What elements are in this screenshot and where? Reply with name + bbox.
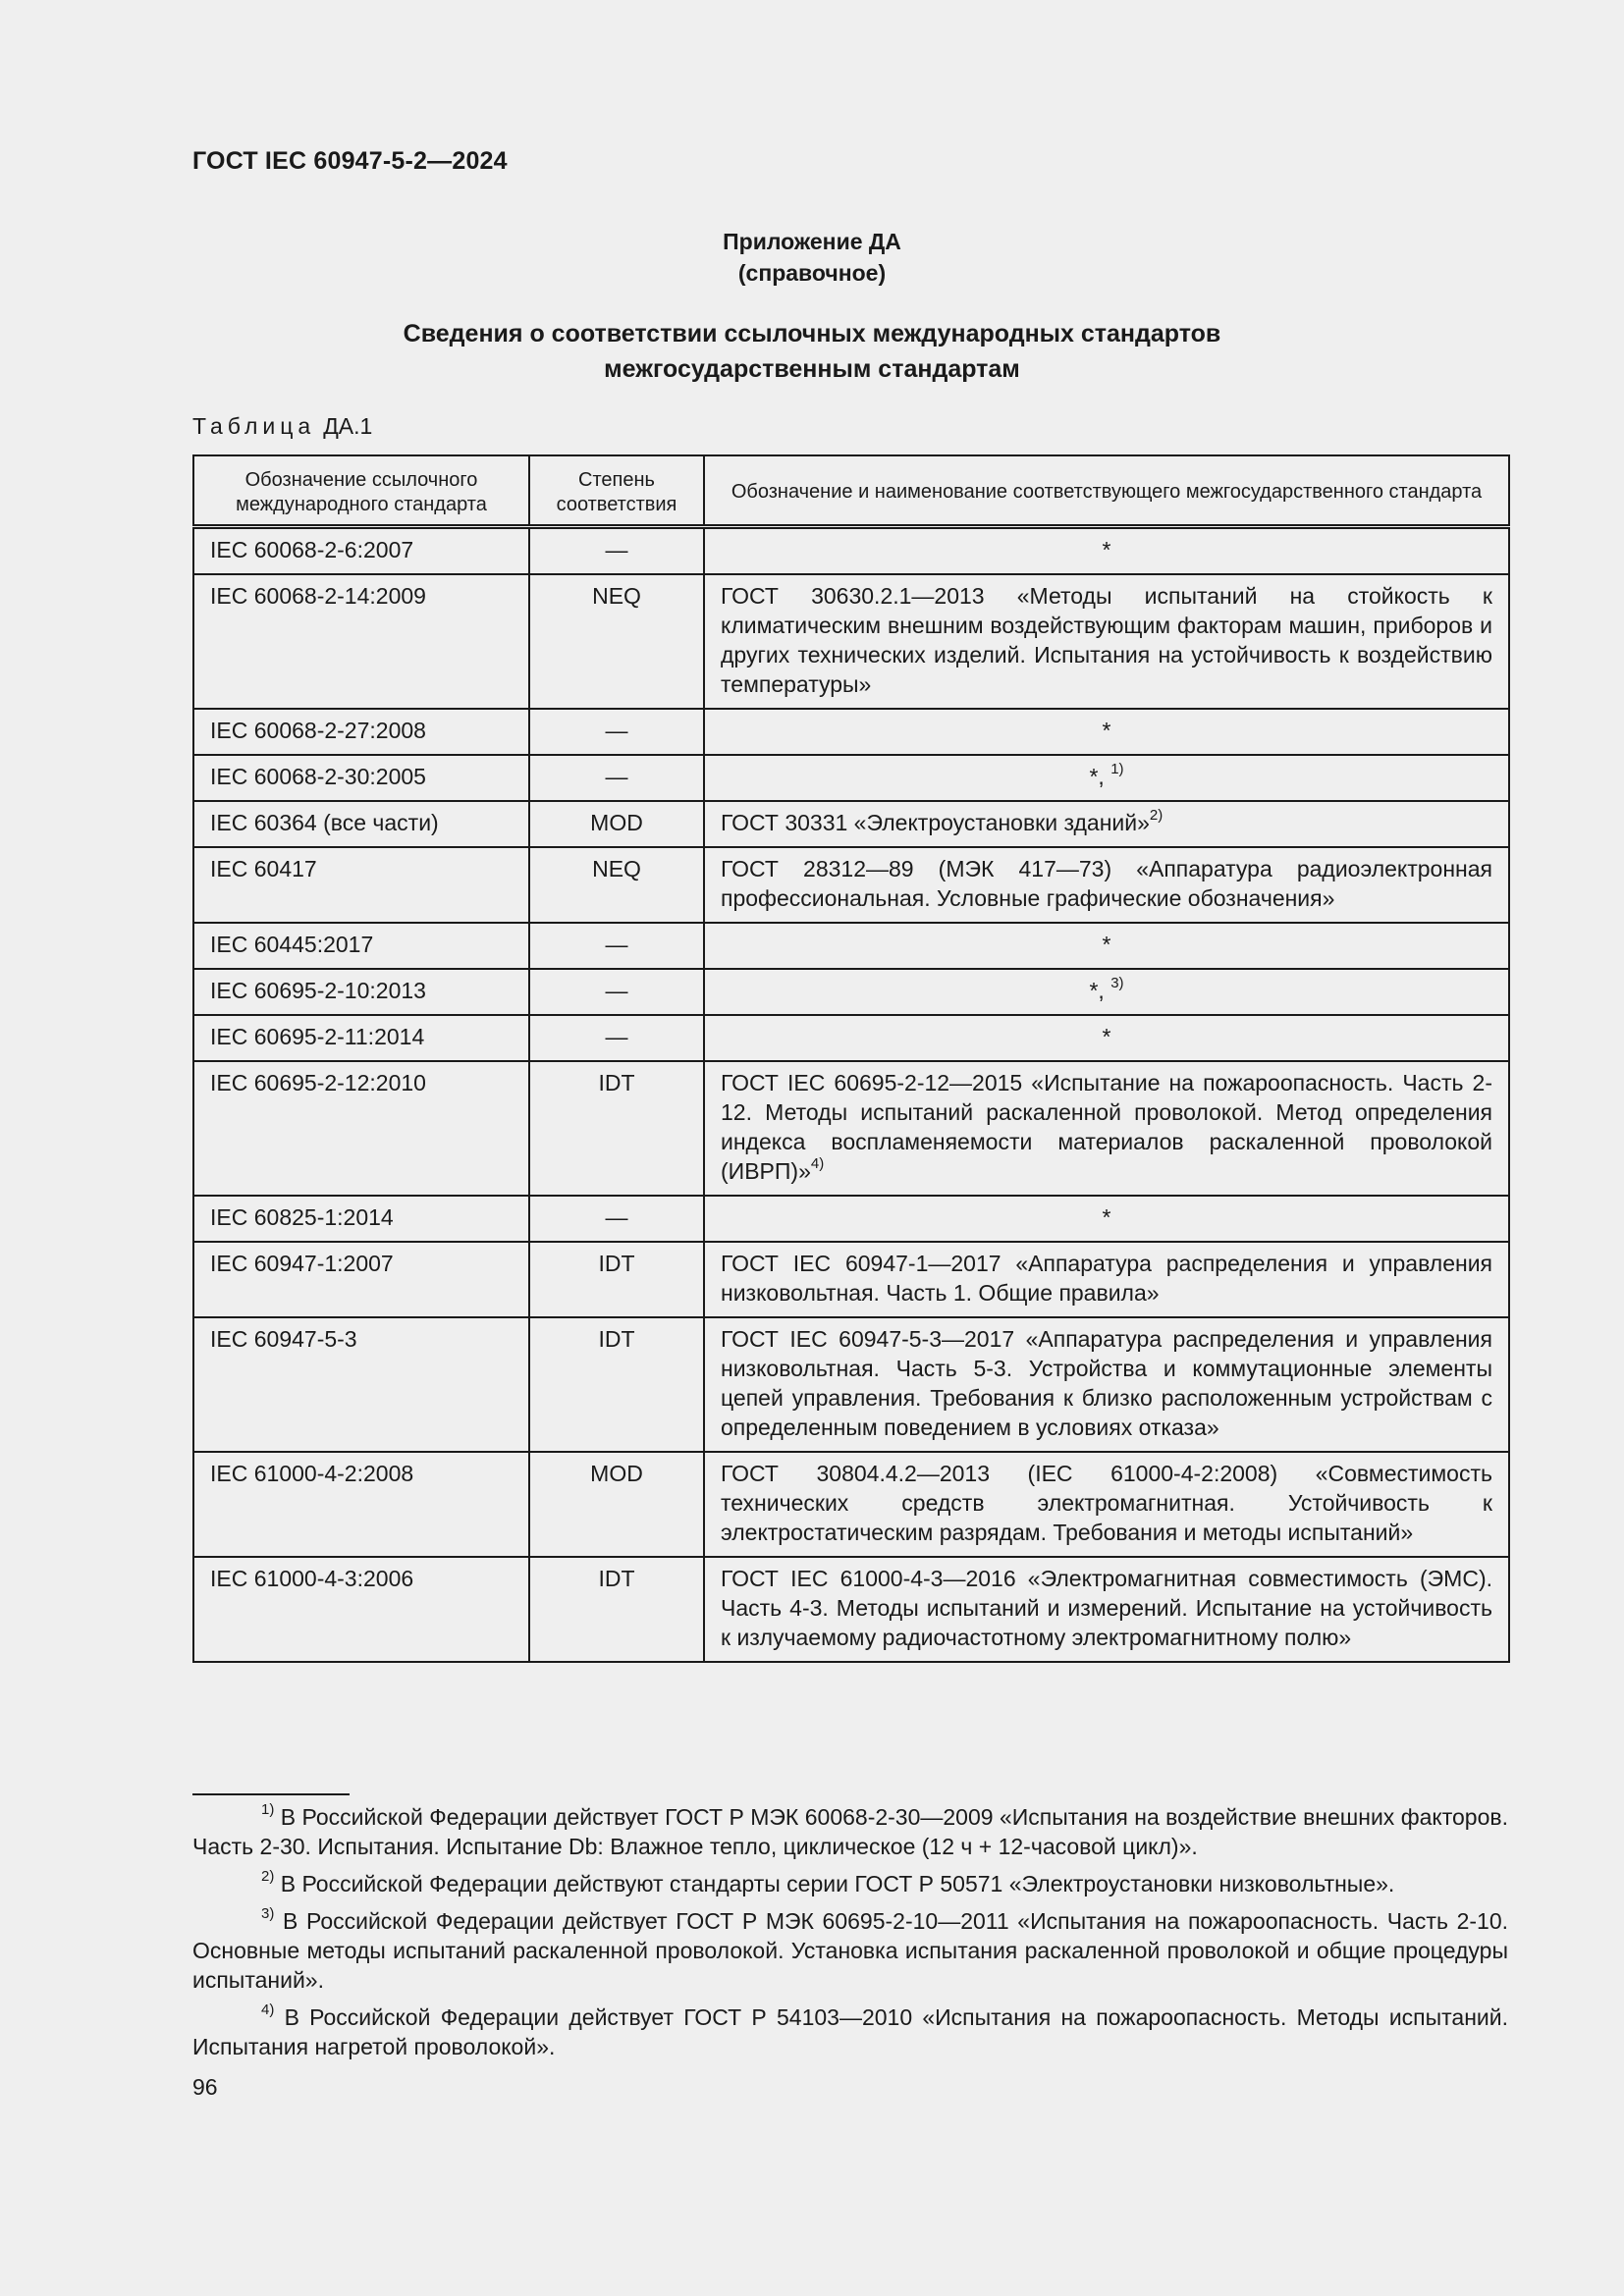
row-degree: IDT: [529, 1317, 704, 1452]
footnote: [192, 1906, 1508, 1995]
row-degree: —: [529, 527, 704, 575]
row-counterpart: [704, 1557, 1509, 1662]
row-degree: NEQ: [529, 574, 704, 709]
appendix-subtitle: (справочное): [737, 260, 887, 286]
footnote: [192, 1802, 1508, 1861]
row-designation: IEC 60947-5-3: [193, 1317, 529, 1452]
row-designation: IEC 60445:2017: [193, 923, 529, 969]
row-counterpart: [704, 801, 1509, 847]
correspondence-table: [192, 454, 1510, 1663]
header-counterpart: Обозначение и наименование соответствующего межгосударственного стандарта: [704, 455, 1509, 527]
footnote: [192, 1869, 1508, 1898]
table-row: [193, 1557, 1509, 1662]
table-row: [193, 1061, 1509, 1196]
row-counterpart: [704, 574, 1509, 709]
row-counterpart: [704, 1196, 1509, 1242]
table-row: [193, 1015, 1509, 1061]
row-designation: IEC 60068-2-14:2009: [193, 574, 529, 709]
section-title-line-2: межгосударственным стандартам: [604, 355, 1020, 383]
table-row: [193, 527, 1509, 575]
row-counterpart-text: ГОСТ 28312—89 (МЭК 417—73) «Аппаратура радиоэлектронная профессиональная. Условные графические обозначения»: [721, 856, 1492, 911]
row-counterpart: [704, 923, 1509, 969]
footnote-reference: 3): [1110, 975, 1124, 992]
header-degree: Степень соответствия: [529, 455, 704, 527]
row-degree: —: [529, 1196, 704, 1242]
footnote-reference: 4): [810, 1155, 825, 1173]
document-code: ГОСТ IEC 60947-5-2—2024: [192, 147, 508, 175]
row-designation: IEC 60068-2-27:2008: [193, 709, 529, 755]
footnotes: [192, 1802, 1508, 2069]
row-designation: IEC 60825-1:2014: [193, 1196, 529, 1242]
row-degree: —: [529, 923, 704, 969]
table-row: [193, 847, 1509, 923]
row-counterpart-text: ГОСТ 30630.2.1—2013 «Методы испытаний на стойкость к климатическим внешним воздействующим факторам машин, приборов и других технических изделий. Испытания на устойчивость к воздействию температуры»: [721, 583, 1492, 697]
section-title: [0, 316, 1624, 387]
row-counterpart-text: ГОСТ IEC 61000-4-3—2016 «Электромагнитная совместимость (ЭМС). Часть 4-3. Методы испытаний и измерений. Испытание на устойчивость к излучаемому радиочастотному электромагнитному полю»: [721, 1566, 1492, 1650]
appendix-heading: [0, 226, 1624, 289]
table-row: [193, 1196, 1509, 1242]
row-degree: IDT: [529, 1061, 704, 1196]
footnote-text: В Российской Федерации действует ГОСТ Р МЭК 60068-2-30—2009 «Испытания на воздействие внешних факторов. Часть 2-30. Испытания. Испытание Db: Влажное тепло, циклическое (12 ч + 12-часовой цикл)».: [192, 1804, 1509, 1859]
row-counterpart: [704, 709, 1509, 755]
table-row: [193, 801, 1509, 847]
row-designation: IEC 60417: [193, 847, 529, 923]
table-body: [193, 527, 1509, 1663]
row-counterpart-text: *: [1102, 537, 1111, 562]
row-counterpart: [704, 755, 1509, 801]
table-row: [193, 709, 1509, 755]
row-designation: IEC 61000-4-3:2006: [193, 1557, 529, 1662]
table-header-row: [193, 455, 1509, 527]
row-counterpart-text: *: [1102, 932, 1111, 957]
header-designation: Обозначение ссылочного международного стандарта: [193, 455, 529, 527]
row-counterpart: [704, 1317, 1509, 1452]
row-degree: —: [529, 969, 704, 1015]
footnote-text: В Российской Федерации действуют стандарты серии ГОСТ Р 50571 «Электроустановки низковольтные».: [280, 1871, 1395, 1896]
table-row: [193, 1452, 1509, 1557]
table-row: [193, 1317, 1509, 1452]
row-designation: IEC 60695-2-11:2014: [193, 1015, 529, 1061]
row-designation: IEC 60068-2-6:2007: [193, 527, 529, 575]
row-counterpart-text: *: [1102, 718, 1111, 743]
row-degree: IDT: [529, 1557, 704, 1662]
row-designation: IEC 60947-1:2007: [193, 1242, 529, 1317]
row-counterpart-text: ГОСТ IEC 60947-1—2017 «Аппаратура распределения и управления низковольтная. Часть 1. Общие правила»: [721, 1251, 1492, 1306]
footnote-separator: [192, 1793, 350, 1795]
row-counterpart-text: ГОСТ IEC 60947-5-3—2017 «Аппаратура распределения и управления низковольтная. Часть 5-3. Устройства и коммутационные элементы цепей управления. Требования к близко расположенным устройствам с определенным поведением в условиях отказа»: [721, 1326, 1492, 1440]
row-degree: IDT: [529, 1242, 704, 1317]
row-counterpart-text: *,: [1089, 764, 1111, 789]
footnote-reference: 2): [1149, 807, 1164, 825]
page-number: 96: [192, 2074, 218, 2100]
row-counterpart: [704, 1015, 1509, 1061]
footnote-mark: 2): [261, 1868, 275, 1886]
table-caption-word: Таблица: [192, 413, 316, 439]
table-row: [193, 1242, 1509, 1317]
table-caption: [192, 413, 372, 440]
footnote-reference: 1): [1110, 761, 1124, 778]
row-counterpart-text: ГОСТ IEC 60695-2-12—2015 «Испытание на пожароопасность. Часть 2-12. Методы испытаний раскаленной проволокой. Метод определения индекса воспламеняемости материалов раскаленной проволокой (ИВРП)»: [721, 1070, 1492, 1184]
appendix-title: Приложение ДА: [723, 229, 901, 254]
footnote-text: В Российской Федерации действует ГОСТ Р МЭК 60695-2-10—2011 «Испытания на пожароопасность. Часть 2-10. Основные методы испытаний раскаленной проволокой. Установка испытания раскаленной проволокой и общие процедуры испытаний».: [192, 1908, 1508, 1993]
table-caption-number: ДА.1: [323, 413, 373, 439]
row-degree: MOD: [529, 1452, 704, 1557]
row-designation: IEC 60695-2-12:2010: [193, 1061, 529, 1196]
row-designation: IEC 60068-2-30:2005: [193, 755, 529, 801]
footnote-mark: 3): [261, 1905, 275, 1923]
row-degree: NEQ: [529, 847, 704, 923]
row-counterpart: [704, 527, 1509, 575]
row-degree: MOD: [529, 801, 704, 847]
footnote-mark: 1): [261, 1801, 275, 1819]
footnote: [192, 2002, 1508, 2061]
row-designation: IEC 60695-2-10:2013: [193, 969, 529, 1015]
footnote-mark: 4): [261, 2002, 275, 2019]
row-designation: IEC 60364 (все части): [193, 801, 529, 847]
row-counterpart: [704, 1242, 1509, 1317]
row-counterpart-text: *,: [1089, 978, 1111, 1003]
row-counterpart-text: *: [1102, 1024, 1111, 1049]
row-counterpart-text: *: [1102, 1204, 1111, 1230]
row-counterpart: [704, 1452, 1509, 1557]
row-counterpart: [704, 1061, 1509, 1196]
row-counterpart-text: ГОСТ 30331 «Электроустановки зданий»: [721, 810, 1150, 835]
row-counterpart-text: ГОСТ 30804.4.2—2013 (IEC 61000-4-2:2008) «Совместимость технических средств электромагнитная. Устойчивость к электростатическим разрядам. Требования и методы испытаний»: [721, 1461, 1492, 1545]
row-degree: —: [529, 755, 704, 801]
table-row: [193, 923, 1509, 969]
row-designation: IEC 61000-4-2:2008: [193, 1452, 529, 1557]
footnote-text: В Российской Федерации действует ГОСТ Р 54103—2010 «Испытания на пожароопасность. Методы испытаний. Испытания нагретой проволокой».: [192, 2004, 1509, 2059]
row-degree: —: [529, 1015, 704, 1061]
row-counterpart: [704, 969, 1509, 1015]
row-degree: —: [529, 709, 704, 755]
row-counterpart: [704, 847, 1509, 923]
section-title-line-1: Сведения о соответствии ссылочных международных стандартов: [403, 320, 1221, 347]
table-row: [193, 755, 1509, 801]
table-row: [193, 574, 1509, 709]
table-row: [193, 969, 1509, 1015]
